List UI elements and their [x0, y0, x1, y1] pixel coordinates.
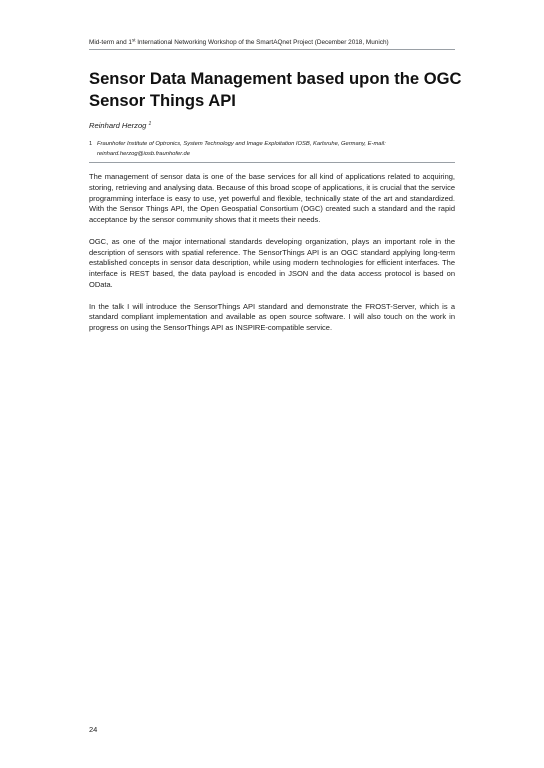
body-paragraph-2: OGC, as one of the major international standards developing organization, plays an important role in the description of sensors with spatial reference. The SensorThings API is an OGC standard applying long-term established concepts in sensor data description, while using modern technologies for efficient interfaces. The interface is REST based, the data payload is encoded in JSON and the data access protocol is based on OData.	[89, 236, 455, 289]
paper-title-line-2: Sensor Things API	[89, 91, 236, 110]
abstract-divider	[89, 162, 455, 163]
affiliation-number: 1	[89, 141, 93, 147]
affiliation-email: reinhard.herzog@iosb.fraunhofer.de	[97, 151, 191, 157]
body-paragraph-1: The management of sensor data is one of the base services for all kind of applications related to acquiring, storing, retrieving and analysing data. Because of this broad scope of applications, it is crucial that the service programming interface is easy to use, yet powerful and flexible, technically state of the art and standardized. With the Sensor Things API, the Open Geospatial Consortium (OGC) created such a standard and the rapid acceptance by the sensor community shows that it meets their needs.	[89, 172, 455, 225]
running-header-end: International Networking Workshop of the SmartAQnet Project (December 2018, Munich)	[135, 39, 389, 46]
paper-title-line-1: Sensor Data Management based upon the OGC	[89, 69, 462, 88]
running-header-start: Mid-term and 1	[89, 39, 132, 46]
author-name: Reinhard Herzog	[89, 121, 147, 130]
running-header	[89, 38, 455, 47]
affiliation-text: Fraunhofer Institute of Optronics, System Technology and Image Exploitation IOSB, Karlsruhe, Germany, E-mail:	[97, 141, 386, 147]
paper-title	[89, 68, 469, 112]
running-header-ordinal: st	[131, 37, 136, 43]
header-divider	[89, 49, 455, 50]
page-number: 24	[89, 725, 98, 734]
abstract-body	[89, 172, 455, 345]
body-paragraph-3: In the talk I will introduce the SensorThings API standard and demonstrate the FROST-Server, which is a standard compliant implementation and available as open source software. I will also touch on the work in progress on using the SensorThings API as INSPIRE-compatible service.	[89, 301, 455, 333]
affiliation	[89, 139, 455, 159]
author-affiliation-mark: 1	[148, 121, 152, 127]
author-line	[89, 121, 151, 131]
